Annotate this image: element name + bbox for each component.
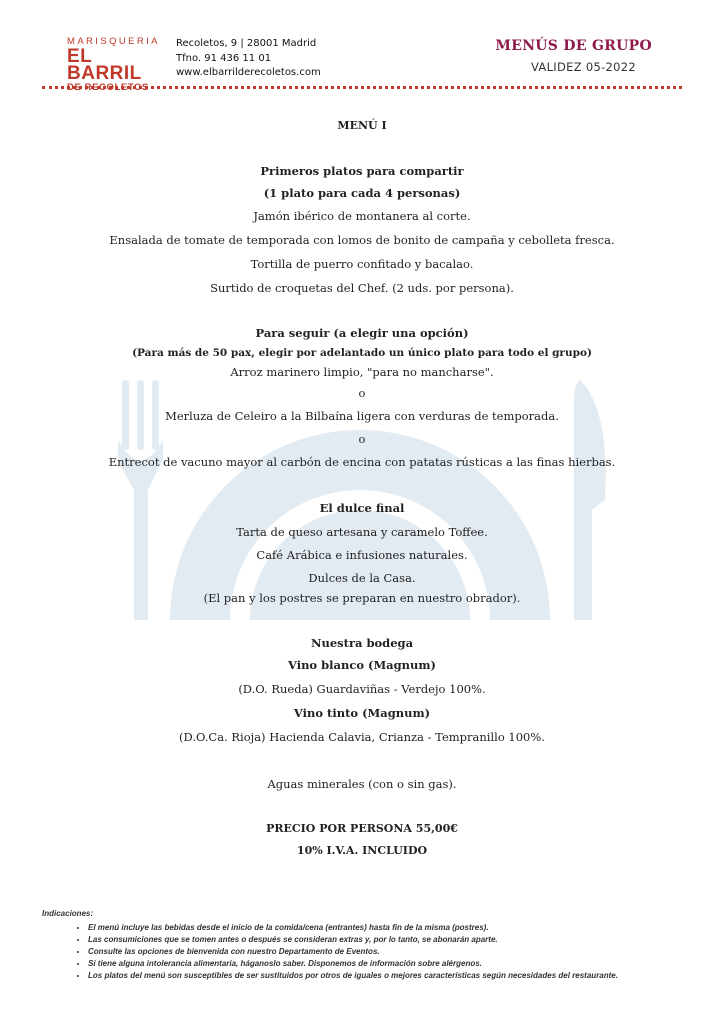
contact-block <box>176 37 321 81</box>
dessert-item: Tarta de queso artesana y caramelo Toffee. <box>236 525 488 539</box>
page-title: MENÚS DE GRUPO <box>495 38 652 54</box>
red-wine-heading: Vino tinto (Magnum) <box>293 706 431 720</box>
phone: Tfno. 91 436 11 01 <box>176 52 272 64</box>
main-item: Entrecot de vacuno mayor al carbón de encina con patatas rústicas a las finas hierbas. <box>108 455 616 469</box>
main-item: Arroz marinero limpio, "para no mancharse". <box>230 365 494 379</box>
price-per-person: PRECIO POR PERSONA 55,00€ <box>266 822 458 835</box>
address: Recoletos, 9 | 28001 Madrid <box>176 38 317 49</box>
white-wine: (D.O. Rueda) Guardaviñas - Verdejo 100%. <box>238 682 486 696</box>
vat-included: 10% I.V.A. INCLUIDO <box>296 844 428 857</box>
dessert-item: Café Arábica e infusiones naturales. <box>256 548 468 562</box>
wine-heading: Nuestra bodega <box>310 636 414 650</box>
red-wine: (D.O.Ca. Rioja) Hacienda Calavia, Crianza - Tempranillo 100%. <box>179 730 545 744</box>
validity-date: VALIDEZ 05-2022 <box>530 60 636 74</box>
dessert-heading: El dulce final <box>319 501 405 515</box>
option-separator: o <box>358 386 366 400</box>
starters-heading: Primeros platos para compartir <box>260 164 464 178</box>
starter-item: Surtido de croquetas del Chef. (2 uds. por persona). <box>210 281 514 295</box>
menu-title: MENÚ I <box>337 119 387 132</box>
note-item: • Los platos del menú son susceptibles de ser sustituidos por otros de iguales o mejores características según necesidades del restaurante. <box>88 970 682 982</box>
logo-line-2: EL BARRIL <box>67 46 142 84</box>
water: Aguas minerales (con o sin gas). <box>267 777 457 791</box>
logo-line-3: DE RECOLETOS <box>67 82 149 93</box>
note-item: • Si tiene alguna intolerancia alimentaria, háganoslo saber. Disponemos de información sobre alérgenos. <box>88 958 682 970</box>
white-wine-heading: Vino blanco (Magnum) <box>287 658 437 672</box>
note-item: • El menú incluye las bebidas desde el inicio de la comida/cena (entrantes) hasta fin de la misma (postres). <box>88 922 682 934</box>
note-item: • Las consumiciones que se tomen antes o después se consideran extras y, por lo tanto, se abonarán aparte. <box>88 934 682 946</box>
dessert-note: (El pan y los postres se preparan en nuestro obrador). <box>203 591 521 605</box>
logo-line-1: MARISQUERIA <box>67 36 160 47</box>
mains-note: (Para más de 50 pax, elegir por adelantado un único plato para todo el grupo) <box>132 347 592 359</box>
main-item: Merluza de Celeiro a la Bilbaína ligera con verduras de temporada. <box>165 409 559 423</box>
starter-item: Jamón ibérico de montanera al corte. <box>253 209 471 223</box>
menu-body <box>0 114 724 862</box>
dessert-item: Dulces de la Casa. <box>308 571 416 585</box>
starter-item: Ensalada de tomate de temporada con lomos de bonito de campaña y cebolleta fresca. <box>109 233 615 247</box>
note-item: • Consulte las opciones de bienvenida con nuestro Departamento de Eventos. <box>88 946 682 958</box>
header-divider <box>42 86 682 89</box>
starter-item: Tortilla de puerro confitado y bacalao. <box>250 257 474 271</box>
notes-title: Indicaciones: <box>42 909 94 918</box>
starters-subheading: (1 plato para cada 4 personas) <box>263 186 461 200</box>
notes-section <box>42 908 682 982</box>
mains-heading: Para seguir (a elegir una opción) <box>255 326 469 340</box>
website: www.elbarrilderecoletos.com <box>176 67 321 78</box>
option-separator: o <box>358 432 366 446</box>
notes-list <box>42 922 682 982</box>
